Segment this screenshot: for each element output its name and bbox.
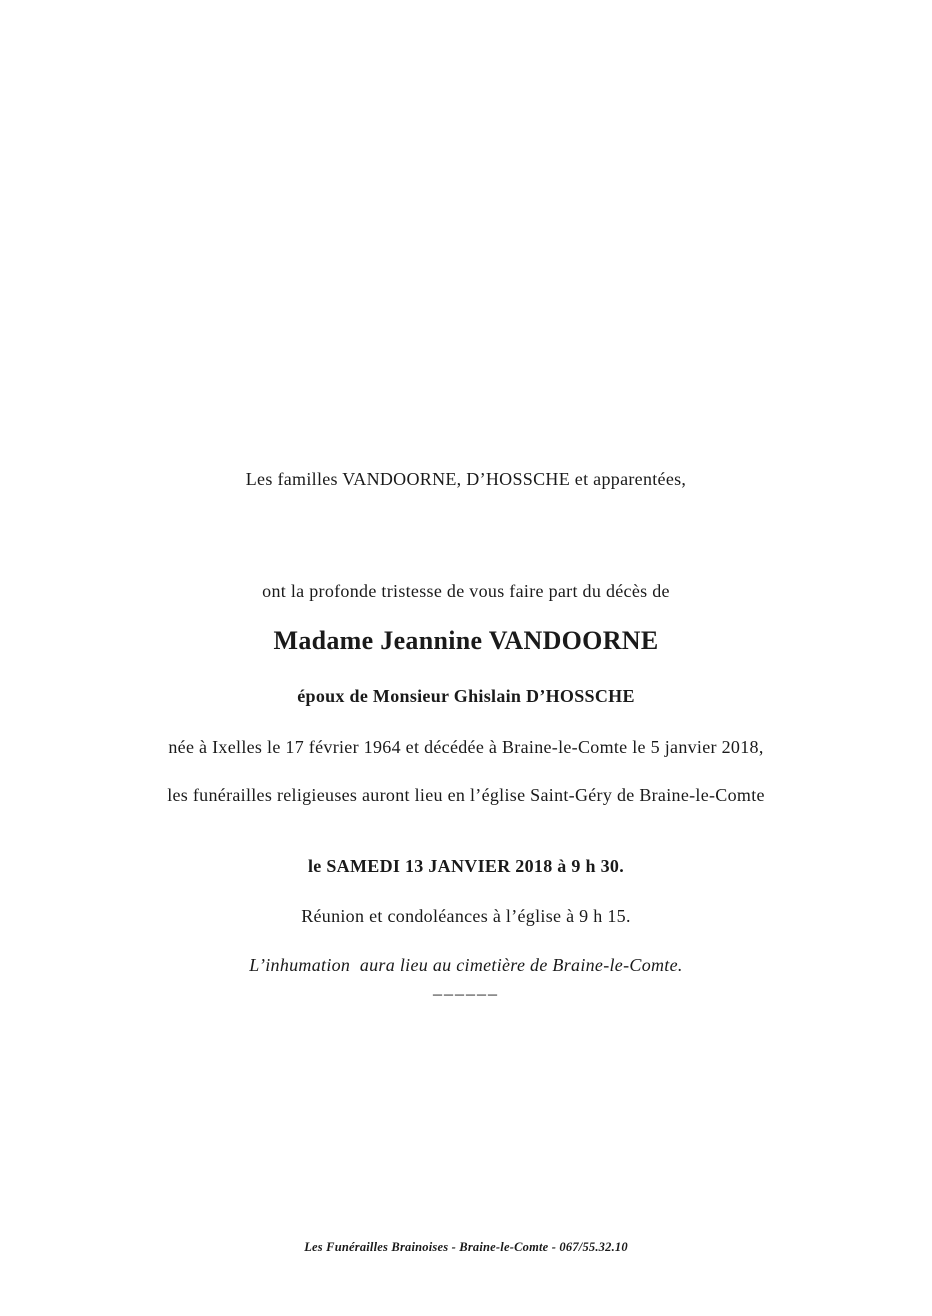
families-line: Les familles VANDOORNE, D’HOSSCHE et apparentées, — [245, 469, 687, 489]
separator-dashes: ______ — [433, 977, 499, 997]
burial-line: L’inhumation aura lieu au cimetière de Braine-le-Comte. — [249, 955, 683, 975]
spouse-line: époux de Monsieur Ghislain D’HOSSCHE — [297, 686, 635, 706]
ceremony-location-line: les funérailles religieuses auront lieu en l’église Saint-Géry de Braine-le-Comte — [167, 785, 765, 805]
gathering-line: Réunion et condoléances à l’église à 9 h 15. — [301, 906, 631, 926]
announcement-line: ont la profonde tristesse de vous faire part du décès de — [262, 581, 670, 601]
ceremony-date-line: le SAMEDI 13 JANVIER 2018 à 9 h 30. — [307, 856, 625, 876]
birth-death-line: née à Ixelles le 17 février 1964 et décédée à Braine-le-Comte le 5 janvier 2018, — [168, 737, 764, 757]
deceased-name: Madame Jeannine VANDOORNE — [273, 626, 659, 655]
funeral-home-footer: Les Funérailles Brainoises - Braine-le-Comte - 067/55.32.10 — [304, 1240, 628, 1254]
